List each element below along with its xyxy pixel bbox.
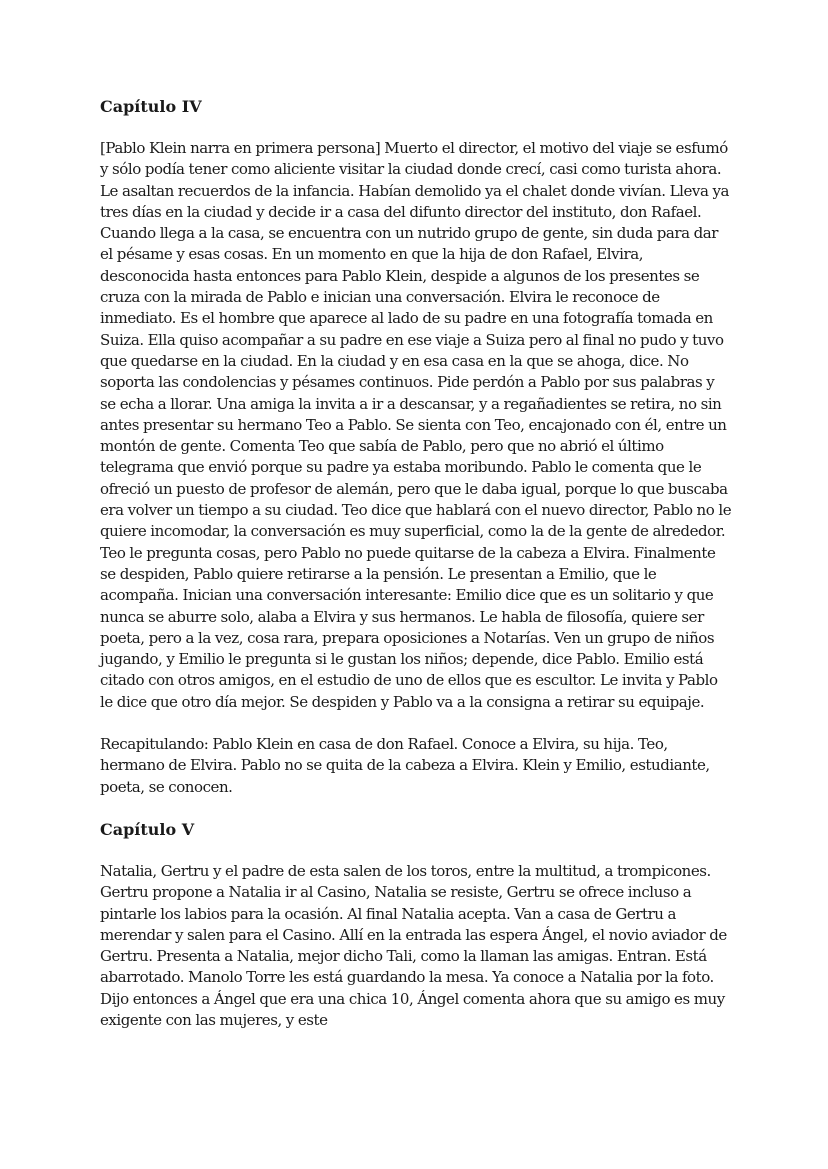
chapter-iv-paragraph-1: [Pablo Klein narra en primera persona] Muerto el director, el motivo del viaje se esfumó y sólo podía tener como aliciente visitar la ciudad donde crecí, casi como turista ahora. Le asaltan recuerdos de la infancia. Habían demolido ya el chalet donde vivían. Lleva ya tres días en la ciudad y decide ir a casa del difunto director del instituto, don Rafael. Cuando llega a la casa, se encuentra con un nutrido grupo de gente, sin duda para dar el pésame y esas cosas. En un momento en que la hija de don Rafael, Elvira, desconocida hasta entonces para Pablo Klein, despide a algunos de los presentes se cruza con la mirada de Pablo e inician una conversación. Elvira le reconoce de inmediato. Es el hombre que aparece al lado de su padre en una fotografía tomada en Suiza. Ella quiso acompañar a su padre en ese viaje a Suiza pero al final no pudo y tuvo que quedarse en la ciudad. En la ciudad y en esa casa en la que se ahoga, dice. No soporta las condolencias y pésames continuos. Pide perdón a Pablo por sus palabras y se echa a llorar. Una amiga la invita a ir a descansar, y a regañadientes se retira, no sin antes presentar su hermano Teo a Pablo. Se sienta con Teo, encajonado con él, entre un montón de gente. Comenta Teo que sabía de Pablo, pero que no abrió el último telegrama que envió porque su padre ya estaba moribundo. Pablo le comenta que le ofreció un puesto de profesor de alemán, pero que le daba igual, porque lo que buscaba era volver un tiempo a su ciudad. Teo dice que hablará con el nuevo director, Pablo no le quiere incomodar, la conversación es muy superficial, como la de la gente de alrededor. Teo le pregunta cosas, pero Pablo no puede quitarse de la cabeza a Elvira. Finalmente se despiden, Pablo quiere retirarse a la pensión. Le presentan a Emilio, que le acompaña. Inician una conversación interesante: Emilio dice que es un solitario y que nunca se aburre solo, alaba a Elvira y sus hermanos. Le habla de filosofía, quiere ser poeta, pero a la vez, cosa rara, prepara oposiciones a Notarías. Ven un grupo de niños jugando, y Emilio le pregunta si le gustan los niños; depende, dice Pablo. Emilio está citado con otros amigos, en el estudio de uno de ellos que es escultor. Le invita y Pablo le dice que otro día mejor. Se despiden y Pablo va a la consigna a retirar su equipaje. [100, 139, 732, 711]
chapter-v-paragraph-1: Natalia, Gertru y el padre de esta salen de los toros, entre la multitud, a trompicones. Gertru propone a Natalia ir al Casino, Natalia se resiste, Gertru se ofrece incluso a pintarle los labios para la ocasión. Al final Natalia acepta. Van a casa de Gertru a merendar y salen para el Casino. Allí en la entrada las espera Ángel, el novio aviador de Gertru. Presenta a Natalia, mejor dicho Tali, como la llaman las amigas. Entran. Está abarrotado. Manolo Torre les está guardando la mesa. Ya conoce a Natalia por la foto. Dijo entonces a Ángel que era una chica 10, Ángel comenta ahora que su amigo es muy exigente con las mujeres, y este [100, 861, 727, 1029]
chapter-iv-heading: Capítulo IV [100, 97, 202, 116]
chapter-iv-recap-paragraph: Recapitulando: Pablo Klein en casa de don Rafael. Conoce a Elvira, su hija. Teo, hermano de Elvira. Pablo no se quita de la cabeza a Elvira. Klein y Emilio, estudiante, poeta, se conocen. [100, 735, 710, 796]
chapter-v-heading: Capítulo V [100, 819, 195, 839]
document-page [100, 96, 732, 1031]
